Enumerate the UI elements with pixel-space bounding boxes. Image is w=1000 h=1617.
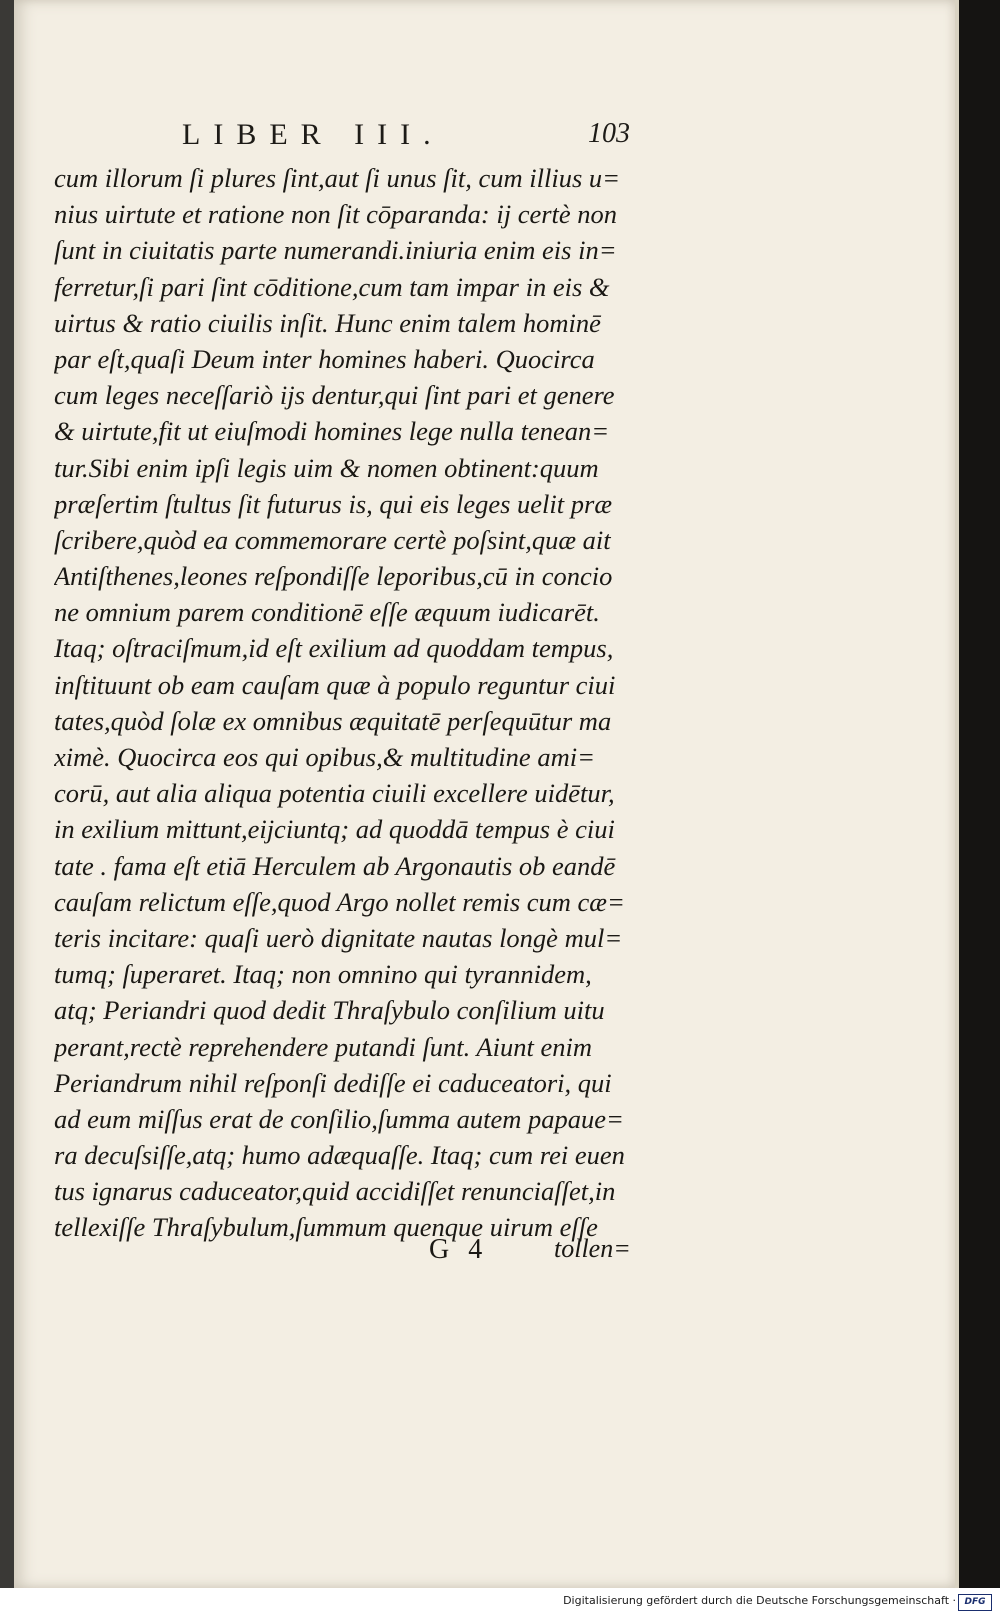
text-line: Periandrum nihil reſponſi dediſſe ei caduceatori, qui	[54, 1067, 612, 1098]
text-line: ſunt in ciuitatis parte numerandi.iniuria enim eis in=	[54, 235, 617, 266]
footer-bar	[0, 1588, 1000, 1617]
text-line: par eſt,quaſi Deum inter homines haberi. Quocirca	[54, 343, 595, 374]
text-line: & uirtute,fit ut eiuſmodi homines lege nulla tenean=	[54, 416, 610, 447]
text-line: nius uirtute et ratione non ſit cōparanda: ij certè non	[54, 199, 618, 230]
text-line: tur.Sibi enim ipſi legis uim & nomen obtinent:quum	[54, 452, 599, 483]
text-line: cauſam relictum eſſe,quod Argo nollet remis cum cæ=	[54, 886, 625, 917]
text-line: tate . fama eſt etiā Herculem ab Argonautis ob eandē	[54, 850, 616, 881]
text-line: cum illorum ſi plures ſint,aut ſi unus ſit, cum illius u=	[54, 163, 621, 193]
text-line: uirtus & ratio ciuilis inſit. Hunc enim talem hominē	[54, 307, 601, 338]
text-line: inſtituunt ob eam cauſam quæ à populo reguntur ciui	[54, 669, 616, 700]
page-number: 103	[588, 118, 630, 149]
funding-notice: Digitalisierung gefördert durch die Deutsche Forschungsgemeinschaft ·	[563, 1594, 956, 1607]
text-line: ximè. Quocirca eos qui opibus,& multitudine ami=	[54, 742, 595, 772]
text-line: præſertim ſtultus ſit futurus is, qui eis leges uelit præ	[54, 488, 613, 519]
text-line: ferretur,ſi pari ſint cōditione,cum tam impar in eis &	[54, 271, 610, 302]
signature-mark: G 4	[429, 1234, 489, 1265]
text-line: tates,quòd ſolæ ex omnibus æquitatē perſequūtur ma	[54, 705, 612, 736]
dfg-logo: DFG	[958, 1594, 992, 1611]
text-line: corū, aut alia aliqua potentia ciuili excellere uidētur,	[54, 778, 615, 809]
text-line: ra decuſsiſſe,atq; humo adæquaſſe. Itaq; cum rei euen	[54, 1140, 625, 1171]
text-line: cum leges neceſſariò ijs dentur,qui ſint pari et genere	[54, 380, 615, 411]
text-line: tellexiſſe Thraſybulum,ſummum quenque uirum eſſe	[54, 1212, 598, 1243]
body-text	[54, 160, 659, 1246]
text-line: ne omnium parem conditionē eſſe æquum iudicarēt.	[54, 597, 600, 628]
text-line: atq; Periandri quod dedit Thraſybulo conſilium uitu	[54, 995, 605, 1026]
book-page	[14, 0, 959, 1588]
text-line: tumq; ſuperaret. Itaq; non omnino qui tyrannidem,	[54, 959, 592, 990]
text-line: in exilium mittunt,eijciuntq; ad quoddā tempus è ciui	[54, 814, 615, 845]
text-line: Antiſthenes,leones reſpondiſſe leporibus,cū in concio	[54, 561, 613, 592]
text-line: perant,rectè reprehendere putandi ſunt. Aiunt enim	[54, 1031, 592, 1062]
text-line: teris incitare: quaſi uerò dignitate nautas longè mul=	[54, 922, 623, 953]
text-line: ſcribere,quòd ea commemorare certè poſsint,quæ ait	[54, 524, 611, 555]
running-head: LIBER III.	[182, 118, 444, 151]
text-line: tus ignarus caduceator,quid accidiſſet renunciaſſet,in	[54, 1176, 616, 1207]
text-line: Itaq; oſtraciſmum,id eſt exilium ad quoddam tempus,	[54, 633, 614, 664]
catchword: tollen=	[554, 1234, 631, 1263]
text-line: ad eum miſſus erat de conſilio,ſumma autem papaue=	[54, 1103, 624, 1134]
scanner-edge	[0, 0, 14, 1588]
